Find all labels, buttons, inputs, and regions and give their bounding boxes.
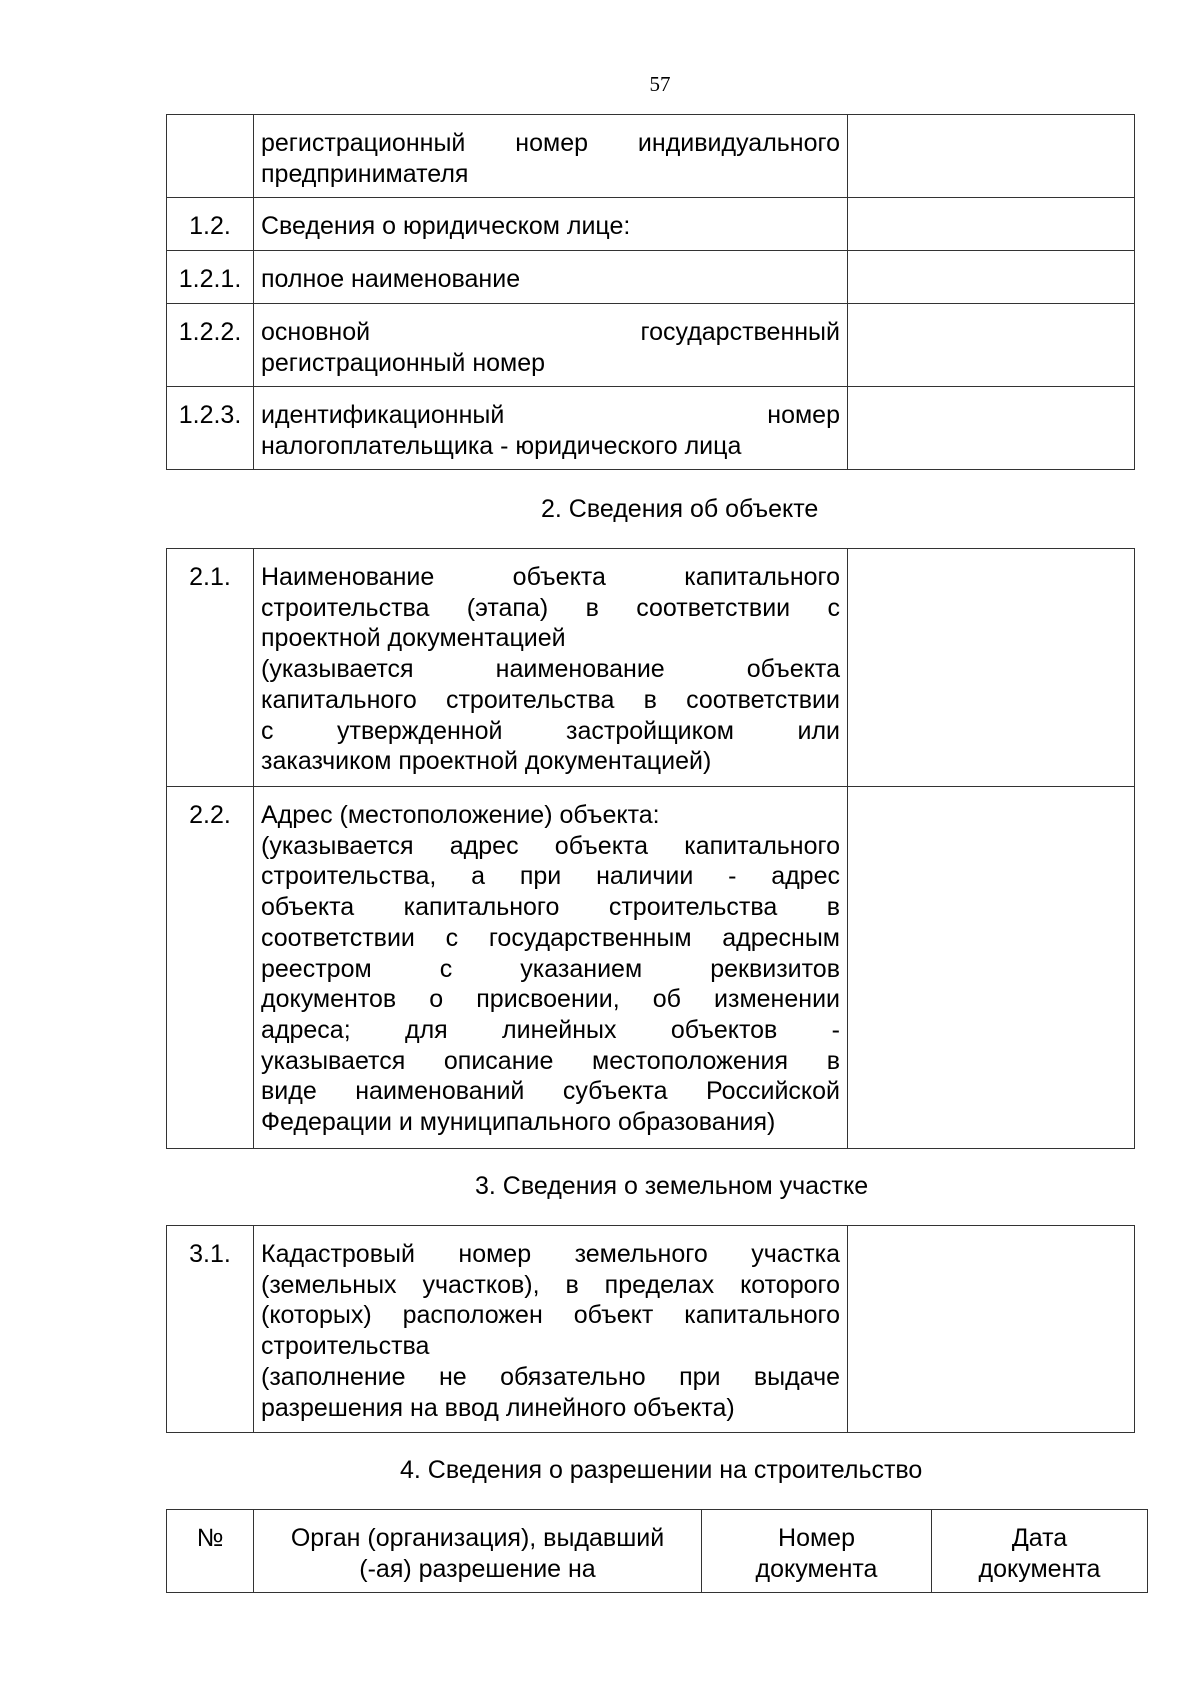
value-cell [848,787,1135,1149]
text-line: виде наименований субъекта Российской [261,1077,840,1106]
text-line: объекта капитального строительства в [261,893,840,922]
value-cell [848,549,1135,787]
text-line: строительства [261,1332,430,1361]
row-description [254,115,848,198]
text-line: Адрес (местоположение) объекта: [261,801,660,829]
text-line: капитального строительства в соответствии [261,685,840,714]
row-number: 2.2. [167,787,254,1149]
value-cell [848,115,1135,198]
text-line: регистрационный номер [261,348,546,377]
row-number [167,115,254,198]
text-line: Сведения о юридическом лице: [261,212,631,240]
row-number: 1.2.2. [167,304,254,387]
value-cell [848,387,1135,470]
row-number: 1.2. [167,198,254,251]
header-document-date [932,1510,1148,1593]
table-construction-permit [166,1509,1148,1593]
row-description [254,1226,848,1433]
text-line: реестром с указанием реквизитов [261,954,840,983]
text-line: с утвержденной застройщиком или [261,716,840,745]
text-line: (указывается адрес объекта капитального [261,831,840,860]
text-line: (земельных участков), в пределах которого [261,1270,840,1299]
text-line: строительства, а при наличии - адрес [261,862,840,891]
table-row [167,787,1135,1149]
header-number: № [167,1510,254,1593]
row-number: 3.1. [167,1226,254,1433]
header-issuing-authority [254,1510,702,1593]
text-line: полное наименование [261,265,521,293]
table-row [167,387,1135,470]
row-description [254,304,848,387]
header-line: Дата [1011,1524,1068,1552]
section-heading-construction-permit: 4. Сведения о разрешении на строительство [400,1456,923,1484]
text-line: заказчиком проектной документацией) [261,747,712,776]
row-description [254,251,848,304]
header-line: Номер [778,1524,855,1552]
header-line: Орган (организация), выдавший [290,1524,665,1552]
page-number: 57 [649,72,671,96]
row-number: 1.2.1. [167,251,254,304]
header-line: документа [978,1554,1101,1583]
text-line: налогоплательщика - юридического лица [261,431,742,460]
table-row [167,549,1135,787]
table-row [167,251,1135,304]
value-cell [848,1226,1135,1433]
row-description [254,387,848,470]
header-document-number [702,1510,932,1593]
table-object-info [166,548,1135,1149]
table-row [167,198,1135,251]
text-line: (указывается наименование объекта [261,655,840,684]
table-row [167,1226,1135,1433]
table-header-row [167,1510,1148,1593]
text-line: проектной документацией [261,624,566,653]
text-line: строительства (этапа) в соответствии с [261,593,840,622]
table-row [167,304,1135,387]
header-line: документа [755,1554,878,1583]
row-description [254,549,848,787]
value-cell [848,251,1135,304]
text-line: соответствии с государственным адресным [261,923,840,952]
value-cell [848,304,1135,387]
text-line: регистрационный номер индивидуального [261,129,840,157]
table-land-plot-info [166,1225,1135,1433]
section-heading-land-plot: 3. Сведения о земельном участке [475,1172,869,1200]
text-line: Наименование объекта капитального [261,563,840,591]
text-line: разрешения на ввод линейного объекта) [261,1393,735,1422]
value-cell [848,198,1135,251]
text-line: Федерации и муниципального образования) [261,1108,776,1137]
text-line: идентификационный номер [261,401,840,429]
table-row [167,115,1135,198]
row-number: 1.2.3. [167,387,254,470]
row-description [254,198,848,251]
row-description [254,787,848,1149]
text-line: основной государственный [261,318,840,346]
section-heading-object: 2. Сведения об объекте [541,495,819,523]
row-number: 2.1. [167,549,254,787]
text-line: адреса; для линейных объектов - [261,1015,840,1044]
header-line: (-ая) разрешение на [359,1554,596,1583]
table-applicant-info [166,114,1135,470]
text-line: (заполнение не обязательно при выдаче [261,1362,840,1391]
text-line: (которых) расположен объект капитального [261,1301,840,1330]
text-line: документов о присвоении, об изменении [261,985,840,1014]
text-line: предпринимателя [261,159,469,188]
text-line: указывается описание местоположения в [261,1046,840,1075]
text-line: Кадастровый номер земельного участка [261,1240,840,1268]
